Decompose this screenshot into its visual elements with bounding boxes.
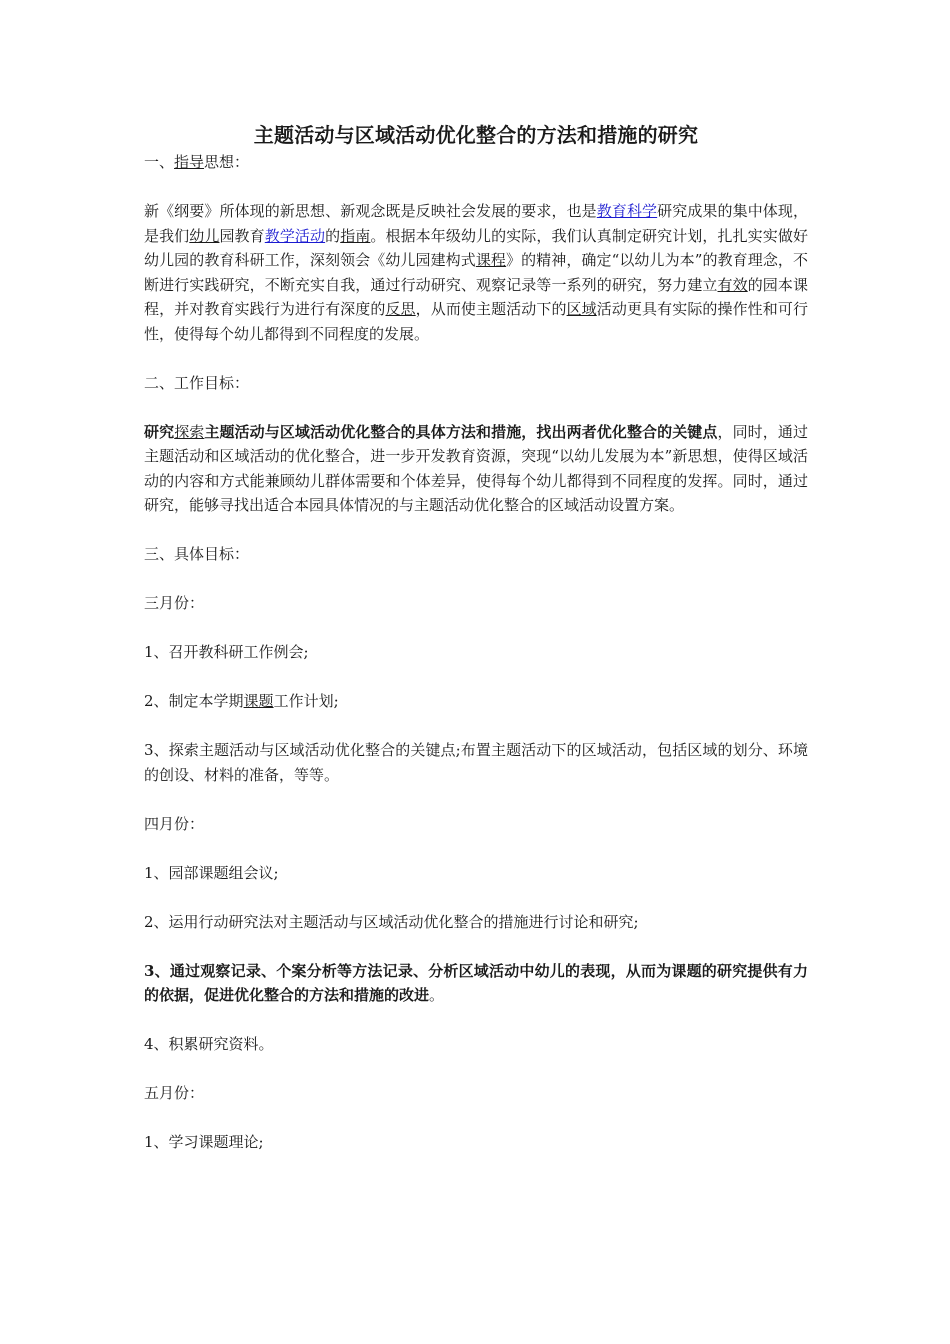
april-item-2: 2、运用行动研究法对主题活动与区域活动优化整合的措施进行讨论和研究; bbox=[144, 912, 639, 931]
document-page bbox=[144, 120, 808, 1155]
may-item-1: 1、学习课题理论; bbox=[144, 1133, 264, 1151]
text-run: 园教育 bbox=[219, 226, 265, 245]
text-run: 研究成果的集中体现，是我们 bbox=[144, 202, 808, 245]
april-item-4: 4、积累研究资料。 bbox=[144, 1035, 274, 1053]
text-run: ，从而使主题活动下的 bbox=[415, 300, 567, 318]
reflection-link[interactable]: 反思 bbox=[385, 300, 416, 318]
paragraph-work-goals bbox=[144, 420, 808, 518]
guide-book-link[interactable]: 指南 bbox=[340, 226, 371, 245]
document-title: 主题活动与区域活动优化整合的方法和措施的研究 bbox=[253, 123, 699, 147]
bold-run: 研究 bbox=[144, 422, 175, 441]
month-heading-april: 四月份： bbox=[144, 814, 205, 833]
teaching-activity-link[interactable]: 教学活动 bbox=[264, 226, 326, 245]
paragraph-guiding-ideology bbox=[144, 199, 808, 346]
section-heading-guiding-ideology bbox=[144, 150, 808, 175]
explore-link[interactable]: 探索 bbox=[174, 422, 205, 441]
education-science-link[interactable]: 教育科学 bbox=[596, 202, 658, 220]
text-run: 新《纲要》所体现的新思想、新观念既是反映社会发展的要求，也是 bbox=[144, 202, 597, 220]
section-prefix: 一、 bbox=[144, 153, 175, 171]
child-link[interactable]: 幼儿 bbox=[189, 226, 220, 245]
month-heading-may: 五月份： bbox=[144, 1084, 205, 1102]
area-link[interactable]: 区域 bbox=[566, 300, 597, 318]
march-item-2 bbox=[144, 689, 808, 714]
text-run: 活动更具有实际的操作性和可行性，使得每个幼儿都得到不同程度的发展。 bbox=[144, 300, 808, 343]
april-item-3 bbox=[144, 959, 808, 1008]
text-run: 的园本课程，并对教育实践行为进行有深度的 bbox=[144, 275, 808, 318]
topic-link[interactable]: 课题 bbox=[243, 692, 274, 710]
section-heading-specific-goals: 三、具体目标： bbox=[144, 545, 250, 563]
section-heading-work-goals: 二、工作目标： bbox=[144, 373, 250, 392]
text-run: 工作计划; bbox=[273, 692, 339, 710]
guide-link[interactable]: 指导 bbox=[174, 153, 205, 171]
march-item-1: 1、召开教科研工作例会; bbox=[144, 643, 309, 661]
text-run: 的 bbox=[325, 226, 341, 245]
bold-run: 主题活动与区域活动优化整合的具体方法和措施，找出两者优化整合的关键点 bbox=[204, 422, 718, 441]
bold-run: 3、通过观察记录、个案分析等方法记录、分析区域活动中幼儿的表现，从而为课题的研究提供有力的依据，促进优化整合的方法和措施的改进 bbox=[144, 961, 808, 1004]
text-run: ，同时，通过主题活动和区域活动的优化整合，进一步开发教育资源，突现“以幼儿发展为本”新思想，使得区域活动的内容和方式能兼顾幼儿群体需要和个体差异，使得每个幼儿都得到不同程度的发挥。同时，通过研究，能够寻找出适合本园具体情况的与主题活动优化整合的区域活动设置方案。 bbox=[144, 422, 808, 514]
effective-link[interactable]: 有效 bbox=[717, 275, 748, 294]
section-suffix: 思想： bbox=[204, 153, 250, 171]
curriculum-link[interactable]: 课程 bbox=[475, 251, 506, 269]
text-run: 》的精神，确定“以幼儿为本”的教育理念，不断进行实践研究，不断充实自我，通过行动研究、观察记录等一系列的研究，努力建立 bbox=[144, 251, 808, 294]
month-heading-march: 三月份： bbox=[144, 594, 205, 612]
text-run: 。根据本年级幼儿的实际，我们认真制定研究计划，扎扎实实做好幼儿园的教育科研工作，深刻领会《幼儿园建构式 bbox=[144, 226, 808, 269]
text-run: 2、制定本学期 bbox=[144, 692, 244, 710]
april-item-1: 1、园部课题组会议; bbox=[144, 863, 279, 882]
text-run: 。 bbox=[429, 986, 445, 1004]
march-item-3: 3、探索主题活动与区域活动优化整合的关键点;布置主题活动下的区域活动，包括区域的划分、环境的创设、材料的准备，等等。 bbox=[144, 741, 808, 784]
